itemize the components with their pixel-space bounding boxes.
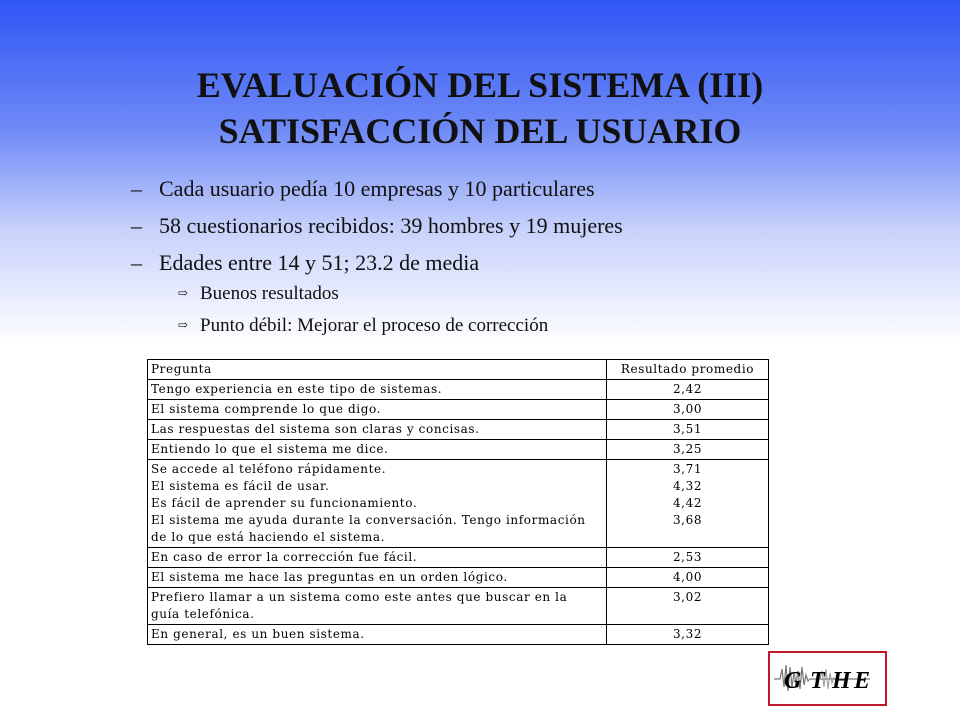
table-row bbox=[148, 420, 769, 440]
question-text: El sistema es fácil de usar. bbox=[151, 479, 330, 493]
result-value: 2,53 bbox=[672, 550, 703, 564]
sub-bullet-text: Punto débil: Mejorar el proceso de corrección bbox=[200, 315, 549, 336]
result-cell bbox=[607, 548, 769, 568]
question-text: Prefiero llamar a un sistema como este antes que buscar en la bbox=[151, 590, 568, 604]
bullet-item bbox=[131, 176, 623, 202]
question-cell bbox=[148, 440, 607, 460]
table-row bbox=[148, 440, 769, 460]
svg-text:G: G bbox=[784, 668, 802, 694]
dash-marker: – bbox=[131, 176, 142, 201]
result-value: 4,00 bbox=[672, 570, 703, 584]
result-value: 3,00 bbox=[672, 402, 703, 416]
question-text: de lo que está haciendo el sistema. bbox=[151, 530, 386, 544]
question-text: En caso de error la corrección fue fácil. bbox=[151, 550, 418, 564]
result-value: 3,71 bbox=[672, 462, 703, 476]
result-cell bbox=[607, 588, 769, 625]
question-cell bbox=[148, 400, 607, 420]
header-result: Resultado promedio bbox=[607, 360, 769, 380]
question-text: Es fácil de aprender su funcionamiento. bbox=[151, 496, 418, 510]
question-text: El sistema comprende lo que digo. bbox=[151, 402, 382, 416]
svg-text:H: H bbox=[832, 668, 851, 694]
result-cell bbox=[607, 380, 769, 400]
sub-bullet-item bbox=[178, 314, 623, 337]
question-cell bbox=[148, 420, 607, 440]
question-text: En general, es un buen sistema. bbox=[151, 627, 365, 641]
question-text: Tengo experiencia en este tipo de sistemas. bbox=[151, 382, 443, 396]
question-cell bbox=[148, 460, 607, 548]
dash-marker: – bbox=[131, 250, 142, 275]
question-text: Se accede al teléfono rápidamente. bbox=[151, 462, 387, 476]
arrow-right-icon: ⇨ bbox=[178, 286, 189, 300]
result-cell bbox=[607, 460, 769, 548]
result-value: 3,25 bbox=[672, 442, 703, 456]
sub-bullet-text: Buenos resultados bbox=[200, 283, 339, 304]
table-header-row bbox=[148, 360, 769, 380]
result-cell bbox=[607, 625, 769, 645]
table-row bbox=[148, 568, 769, 588]
result-cell bbox=[607, 400, 769, 420]
question-text: Las respuestas del sistema son claras y concisas. bbox=[151, 422, 480, 436]
results-table bbox=[147, 359, 769, 645]
bullet-text: Cada usuario pedía 10 empresas y 10 particulares bbox=[159, 176, 595, 201]
table-body bbox=[148, 380, 769, 645]
question-cell bbox=[148, 548, 607, 568]
question-cell bbox=[148, 568, 607, 588]
dash-marker: – bbox=[131, 213, 142, 238]
result-value: 3,68 bbox=[672, 513, 703, 527]
title-line-1: EVALUACIÓN DEL SISTEMA (III) bbox=[196, 65, 764, 105]
table-row bbox=[148, 625, 769, 645]
question-cell bbox=[148, 380, 607, 400]
result-value: 2,42 bbox=[672, 382, 703, 396]
question-text: Entiendo lo que el sistema me dice. bbox=[151, 442, 389, 456]
result-value: 4,32 bbox=[672, 479, 703, 493]
sub-bullet-item bbox=[178, 282, 623, 305]
result-cell bbox=[607, 568, 769, 588]
result-value: 3,32 bbox=[672, 627, 703, 641]
table-row bbox=[148, 460, 769, 548]
header-question: Pregunta bbox=[148, 360, 607, 380]
result-value: 3,02 bbox=[672, 590, 703, 604]
arrow-right-icon: ⇨ bbox=[178, 318, 189, 332]
table-row bbox=[148, 380, 769, 400]
question-text: El sistema me hace las preguntas en un orden lógico. bbox=[151, 570, 508, 584]
result-value: 3,51 bbox=[672, 422, 703, 436]
question-text: guía telefónica. bbox=[151, 607, 255, 621]
gthe-logo-graphic bbox=[770, 653, 885, 704]
result-value: 4,42 bbox=[672, 496, 703, 510]
question-cell bbox=[148, 588, 607, 625]
question-text: El sistema me ayuda durante la conversación. Tengo información bbox=[151, 513, 586, 527]
slide-title bbox=[0, 62, 960, 154]
title-line-2: SATISFACCIÓN DEL USUARIO bbox=[218, 111, 742, 151]
question-cell bbox=[148, 625, 607, 645]
gthe-logo bbox=[768, 651, 887, 706]
table-row bbox=[148, 400, 769, 420]
svg-text:E: E bbox=[854, 668, 871, 694]
result-cell bbox=[607, 420, 769, 440]
bullet-text: Edades entre 14 y 51; 23.2 de media bbox=[159, 250, 480, 275]
bullet-list bbox=[131, 176, 623, 346]
bullet-item bbox=[131, 213, 623, 239]
table-row bbox=[148, 588, 769, 625]
bullet-item bbox=[131, 250, 623, 276]
result-cell bbox=[607, 440, 769, 460]
bullet-text: 58 cuestionarios recibidos: 39 hombres y 19 mujeres bbox=[159, 213, 623, 238]
table-row bbox=[148, 548, 769, 568]
svg-text:T: T bbox=[810, 668, 825, 694]
